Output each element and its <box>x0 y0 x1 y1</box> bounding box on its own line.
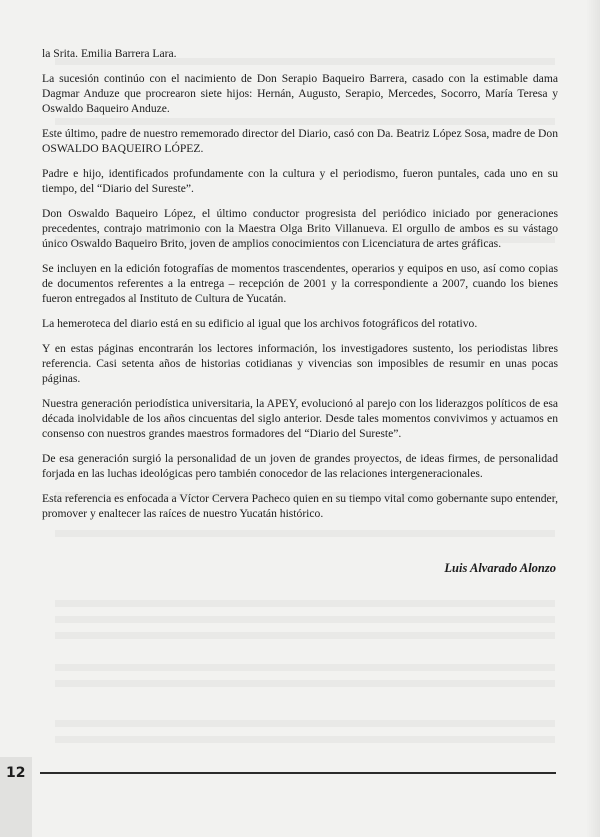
bleed-through-line <box>55 600 555 607</box>
page-number: 12 <box>0 757 32 837</box>
paragraph: La sucesión continúo con el nacimiento de Don Serapio Baqueiro Barrera, casado con la estimable dama Dagmar Anduze que procrearon siete hijos: Hernán, Augusto, Serapio, Mercedes, Socorro, María Teresa y Oswaldo Baqueiro Anduze. <box>42 72 558 115</box>
paragraph: la Srita. Emilia Barrera Lara. <box>42 47 177 60</box>
paragraph: Esta referencia es enfocada a Víctor Cervera Pacheco quien en su tiempo vital como gobernante supo entender, promover y enaltecer las raíces de nuestro Yucatán histórico. <box>42 492 558 520</box>
paragraph: Nuestra generación periodística universitaria, la APEY, evolucionó al parejo con los liderazgos políticos de esa década inolvidable de los años cincuentas del siglo anterior. Desde tales momentos convivimos y actuamos en consenso con nuestros grandes maestros formadores del “Diario del Sureste”. <box>42 397 558 440</box>
bleed-through-line <box>55 664 555 671</box>
article-body <box>42 46 558 531</box>
paragraph: De esa generación surgió la personalidad de un joven de grandes proyectos, de ideas firmes, de personalidad forjada en las luchas ideológicas pero también conocedor de las relaciones intergeneracionales. <box>42 452 558 480</box>
paragraph: Y en estas páginas encontrarán los lectores información, los investigadores sustento, los periodistas libres referencia. Casi setenta años de historias cotidianas y vivencias son imposibles de resumir en unas pocas páginas. <box>42 342 558 385</box>
footer-rule <box>40 772 556 774</box>
page-edge <box>586 0 600 837</box>
bleed-through-line <box>55 680 555 687</box>
bleed-through-line <box>55 720 555 727</box>
paragraph: La hemeroteca del diario está en su edificio al igual que los archivos fotográficos del rotativo. <box>42 317 478 330</box>
bleed-through-line <box>55 616 555 623</box>
paragraph: Padre e hijo, identificados profundamente con la cultura y el periodismo, fueron puntales, cada uno en su tiempo, del “Diario del Sureste”. <box>42 167 558 195</box>
paragraph: Este último, padre de nuestro rememorado director del Diario, casó con Da. Beatriz López Sosa, madre de Don OSWALDO BAQUEIRO LÓPEZ. <box>42 127 558 155</box>
author-signature: Luis Alvarado Alonzo <box>444 561 556 575</box>
bleed-through-line <box>55 530 555 537</box>
bleed-through-line <box>55 632 555 639</box>
bleed-through-line <box>55 736 555 743</box>
paragraph: Se incluyen en la edición fotografías de momentos trascendentes, operarios y equipos en uso, así como copias de documentos referentes a la entrega – recepción de 2001 y la correspondiente a 2007, cuando los bienes fueron entregados al Instituto de Cultura de Yucatán. <box>42 262 558 305</box>
paragraph: Don Oswaldo Baqueiro López, el último conductor progresista del periódico iniciado por generaciones precedentes, contrajo matrimonio con la Maestra Olga Brito Villanueva. El orgullo de ambos es su vástago único Oswaldo Baqueiro Brito, joven de amplios conocimientos con Licenciatura de artes gráficas. <box>42 207 558 250</box>
